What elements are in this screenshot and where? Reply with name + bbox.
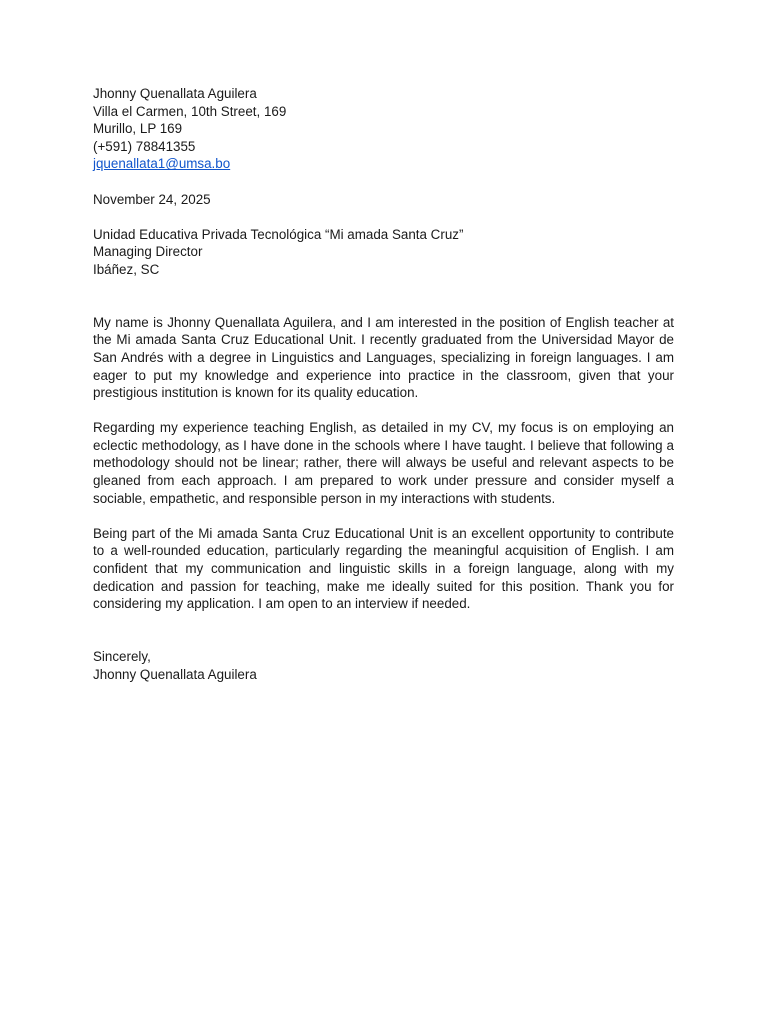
sender-address-line2: Murillo, LP 169 (93, 121, 183, 137)
body-paragraph-1: My name is Jhonny Quenallata Aguilera, and I am interested in the position of English teacher at the Mi amada Santa Cruz Educational Unit. I recently graduated from the Universidad Mayor de San Andrés with a degree in Linguistics and Languages, specializing in foreign languages. I am eager to put my knowledge and experience into practice in the classroom, given that your prestigious institution is known for its quality education. (93, 314, 674, 401)
recipient-block (93, 226, 674, 279)
sender-email-link[interactable]: jquenallata1@umsa.bo (93, 156, 231, 172)
closing-salutation: Sincerely, (93, 649, 151, 664)
sender-phone: (+591) 78841355 (93, 138, 196, 154)
recipient-institution: Unidad Educativa Privada Tecnológica “Mi amada Santa Cruz” (93, 226, 464, 242)
body-paragraph-3: Being part of the Mi amada Santa Cruz Educational Unit is an excellent opportunity to contribute to a well-rounded education, particularly regarding the meaningful acquisition of English. I am confident that my communication and linguistic skills in a foreign language, along with my dedication and passion for teaching, make me ideally suited for this position. Thank you for considering my application. I am open to an interview if needed. (93, 525, 674, 612)
body-paragraph-2: Regarding my experience teaching English, as detailed in my CV, my focus is on employing an eclectic methodology, as I have done in the schools where I have taught. I believe that following a methodology should not be linear; rather, there will always be useful and relevant aspects to be gleaned from each approach. I am prepared to work under pressure and consider myself a sociable, empathetic, and responsible person in my interactions with students. (93, 420, 674, 506)
spacer (93, 279, 674, 314)
sender-block (93, 85, 674, 173)
recipient-location: Ibáñez, SC (93, 261, 160, 277)
letter-page (93, 85, 674, 683)
closing-block (93, 648, 674, 683)
spacer (93, 208, 674, 226)
spacer (93, 173, 674, 191)
recipient-title: Managing Director (93, 244, 203, 260)
sender-address-line1: Villa el Carmen, 10th Street, 169 (93, 103, 287, 119)
spacer (93, 613, 674, 648)
signature-name: Jhonny Quenallata Aguilera (93, 666, 257, 682)
spacer (93, 507, 674, 525)
sender-name: Jhonny Quenallata Aguilera (93, 86, 257, 101)
letter-date: November 24, 2025 (93, 191, 211, 207)
spacer (93, 402, 674, 420)
